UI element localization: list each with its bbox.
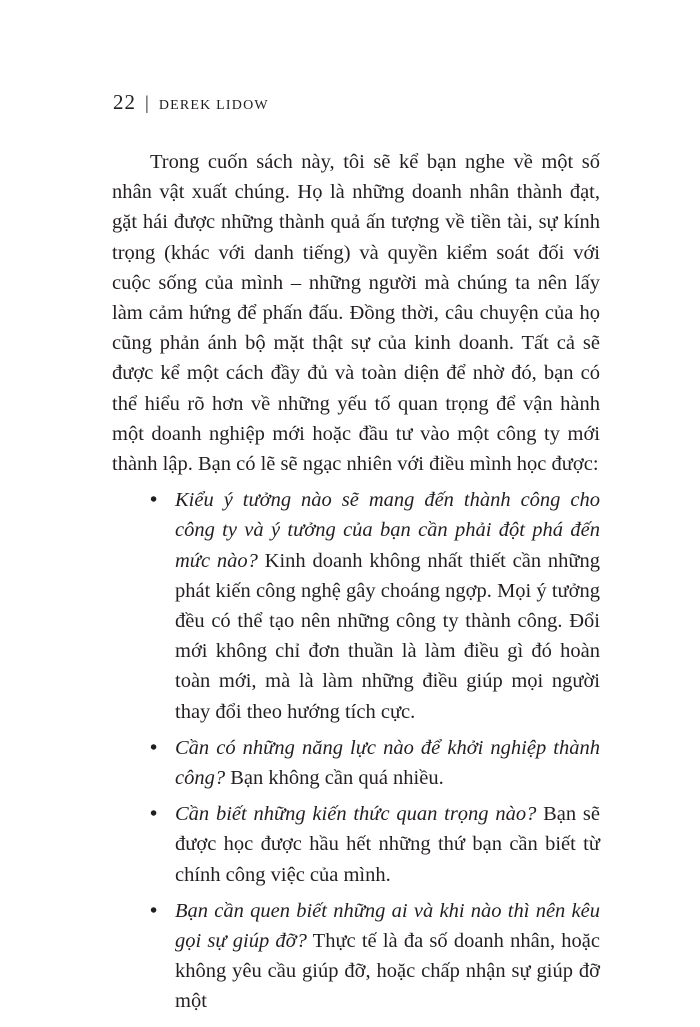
bullet-icon: • xyxy=(150,736,158,759)
bullet-question: Cần có những năng lực nào để khởi nghiệp thành công? xyxy=(175,736,600,790)
bullet-item xyxy=(112,799,600,890)
bullet-icon: • xyxy=(150,489,158,512)
bullet-item xyxy=(112,485,600,727)
bullet-question: Kiểu ý tưởng nào sẽ mang đến thành công cho công ty và ý tưởng của bạn cần phải đột phá đến mức nào? xyxy=(175,489,600,572)
bullet-list xyxy=(112,485,600,1016)
bullet-answer: Thực tế là đa số doanh nhân, hoặc không yêu cầu giúp đỡ, hoặc chấp nhận sự giúp đỡ một xyxy=(175,930,600,1013)
bullet-answer: Kinh doanh không nhất thiết cần những phát kiến công nghệ gây choáng ngợp. Mọi ý tưởng đều có thể tạo nên những công ty thành công. Đổi mới không chỉ đơn thuần là làm điều gì đó hoàn toàn mới, mà là làm những điều giúp mọi người thay đổi theo hướng tích cực. xyxy=(175,549,600,723)
bullet-item xyxy=(112,896,600,1017)
bullet-answer: Bạn sẽ được học được hầu hết những thứ bạn cần biết từ chính công việc của mình. xyxy=(175,803,600,886)
intro-paragraph: Trong cuốn sách này, tôi sẽ kể bạn nghe về một số nhân vật xuất chúng. Họ là những doanh nhân thành đạt, gặt hái được những thành quả ấn tượng về tiền tài, sự kính trọng (khác với danh tiếng) và quyền kiểm soát đối với cuộc sống của mình – những người mà chúng ta nên lấy làm cảm hứng để phấn đấu. Đồng thời, câu chuyện của họ cũng phản ánh bộ mặt thật sự của kinh doanh. Tất cả sẽ được kể một cách đầy đủ và toàn diện để nhờ đó, bạn có thể hiểu rõ hơn về những yếu tố quan trọng để vận hành một doanh nghiệp mới hoặc đầu tư vào một công ty mới thành lập. Bạn có lẽ sẽ ngạc nhiên với điều mình học được: xyxy=(112,151,600,476)
bullet-answer: Bạn không cần quá nhiều. xyxy=(225,767,444,790)
body-text xyxy=(112,147,600,1017)
page-number: 22 xyxy=(113,90,136,114)
bullet-question: Cần biết những kiến thức quan trọng nào? xyxy=(175,803,537,826)
header-separator: | xyxy=(145,93,149,114)
bullet-icon: • xyxy=(150,899,158,922)
author-name: DEREK LIDOW xyxy=(158,98,269,113)
bullet-icon: • xyxy=(150,803,158,826)
bullet-item xyxy=(112,733,600,793)
bullet-question: Bạn cần quen biết những ai và khi nào thì nên kêu gọi sự giúp đỡ? xyxy=(175,899,600,953)
running-header xyxy=(113,90,269,115)
